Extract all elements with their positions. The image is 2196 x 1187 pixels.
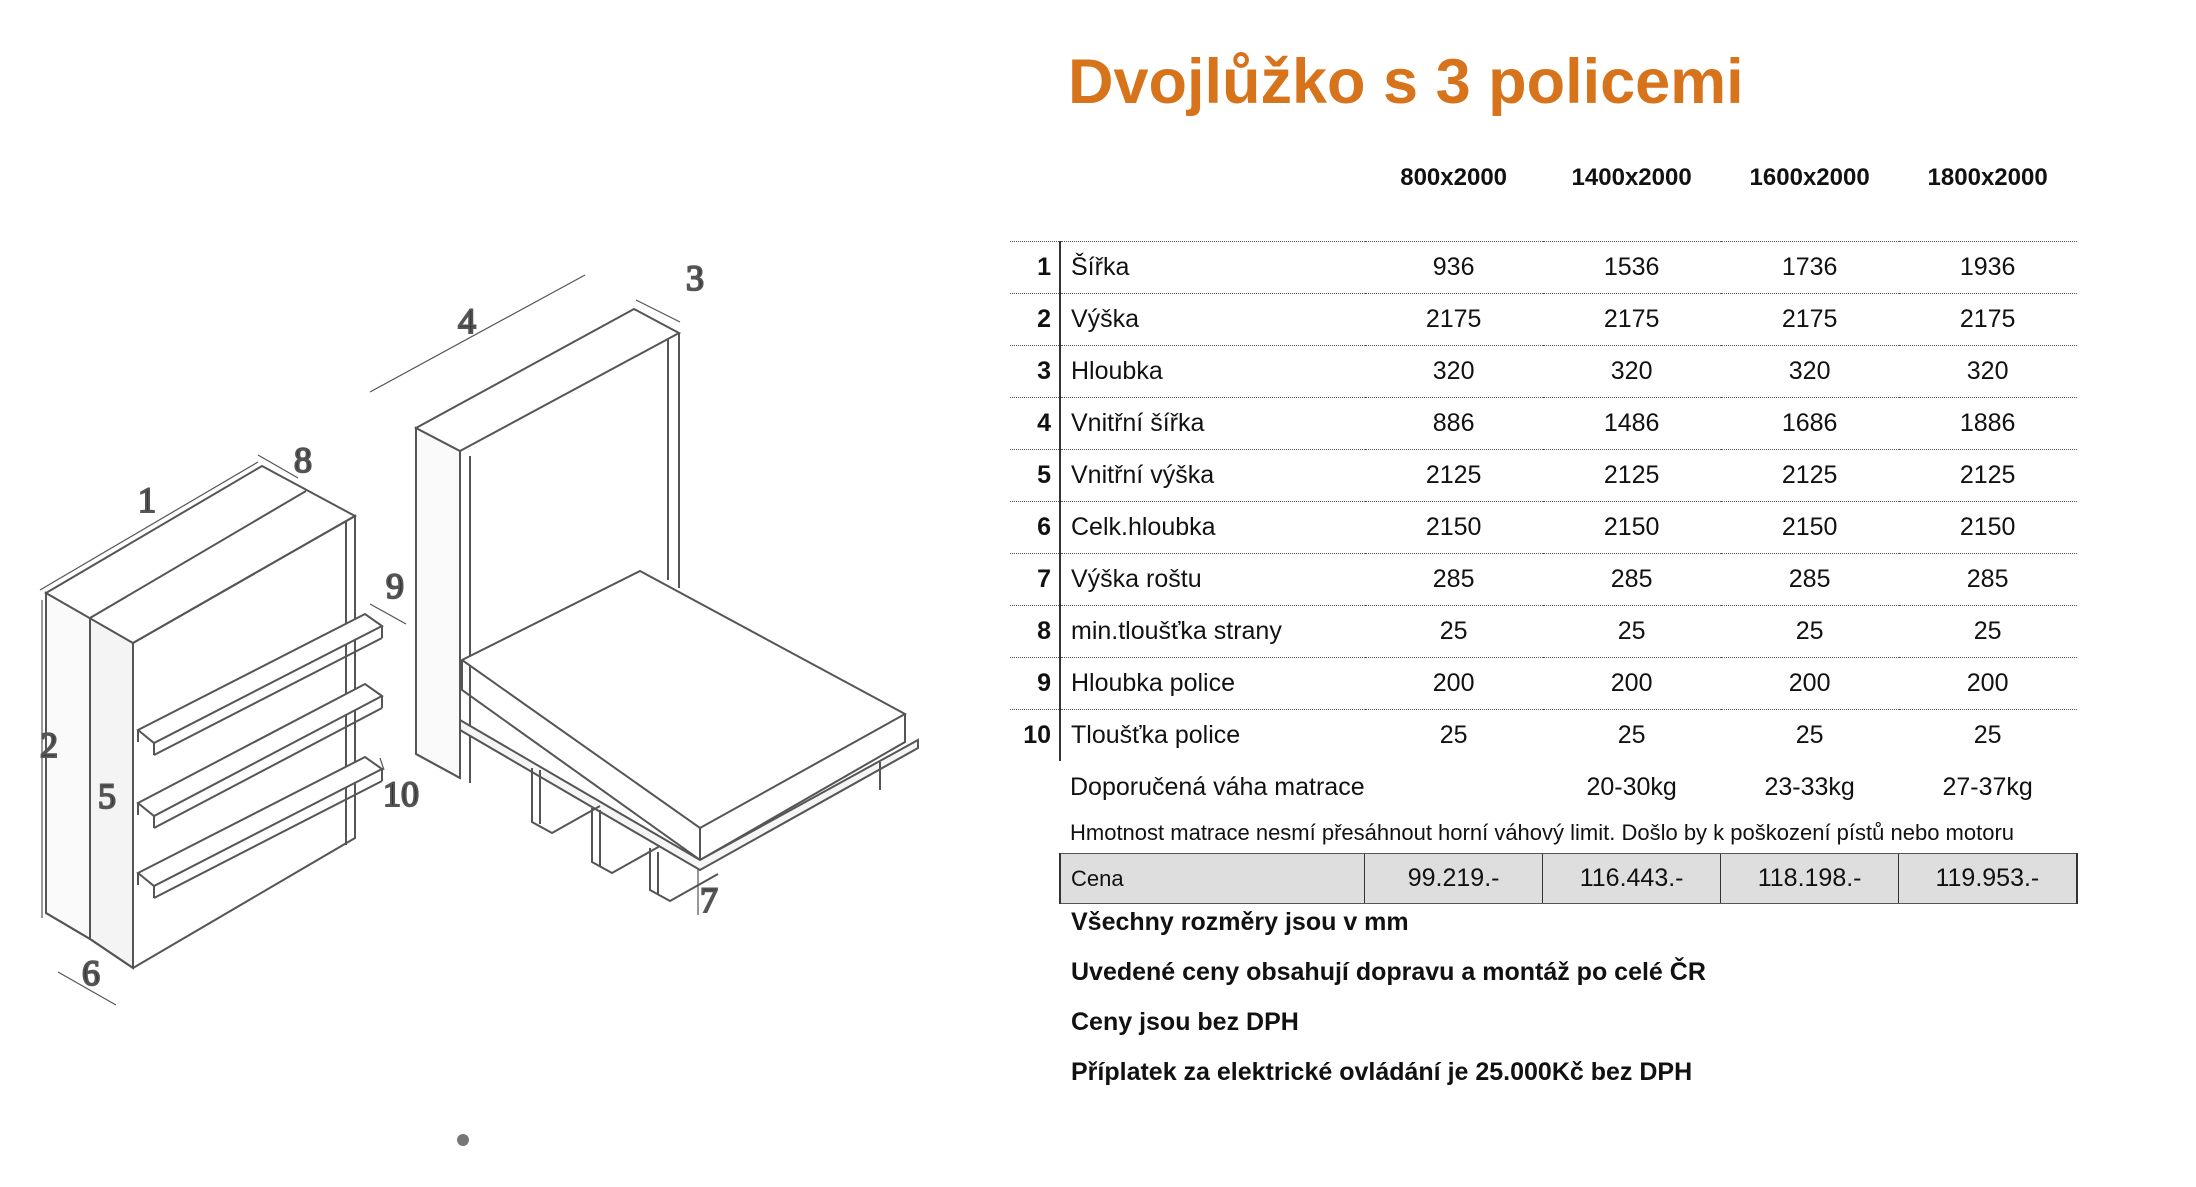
cell-value: 200 bbox=[1365, 658, 1543, 710]
price-value: 116.443.- bbox=[1543, 854, 1721, 904]
cell-value: 936 bbox=[1365, 242, 1543, 294]
drawing-label-5: 5 bbox=[98, 776, 116, 816]
row-number: 7 bbox=[1010, 554, 1060, 606]
cell-value: 2125 bbox=[1543, 450, 1721, 502]
footnote: Uvedené ceny obsahují dopravu a montáž po celé ČR bbox=[1071, 958, 1706, 986]
cell-value: 2150 bbox=[1543, 502, 1721, 554]
price-row bbox=[1010, 854, 2077, 904]
cell-value: 320 bbox=[1543, 346, 1721, 398]
cell-value: 200 bbox=[1543, 658, 1721, 710]
table-row bbox=[1010, 294, 2077, 346]
cell-value: 2125 bbox=[1721, 450, 1899, 502]
table-row bbox=[1010, 658, 2077, 710]
col-header: 1800x2000 bbox=[1927, 164, 2048, 191]
cell-value: 320 bbox=[1721, 346, 1899, 398]
cell-value: 285 bbox=[1365, 554, 1543, 606]
cell-value: 25 bbox=[1899, 606, 2077, 658]
drawing-label-10: 10 bbox=[383, 774, 419, 814]
cell-value: 1536 bbox=[1543, 242, 1721, 294]
table-row bbox=[1010, 554, 2077, 606]
price-value: 119.953.- bbox=[1899, 854, 2077, 904]
row-label: Výška bbox=[1060, 294, 1365, 346]
table-row bbox=[1010, 606, 2077, 658]
cell-value: 27-37kg bbox=[1942, 772, 2033, 801]
cell-value: 1686 bbox=[1721, 398, 1899, 450]
spec-header-row bbox=[1010, 150, 2077, 242]
cell-value: 23-33kg bbox=[1764, 772, 1855, 801]
col-header: 800x2000 bbox=[1400, 164, 1508, 191]
price-value: 99.219.- bbox=[1365, 854, 1543, 904]
cell-value: 320 bbox=[1365, 346, 1543, 398]
row-label: Výška roštu bbox=[1060, 554, 1365, 606]
price-value: 118.198.- bbox=[1721, 854, 1899, 904]
drawing-label-3: 3 bbox=[686, 258, 704, 298]
row-number: 10 bbox=[1010, 710, 1060, 762]
cabinet-closed-drawing bbox=[40, 455, 406, 1005]
footnote: Všechny rozměry jsou v mm bbox=[1071, 908, 1409, 936]
cell-value: 25 bbox=[1543, 606, 1721, 658]
cell-value bbox=[1365, 761, 1543, 813]
cell-value: 320 bbox=[1899, 346, 2077, 398]
table-row bbox=[1010, 242, 2077, 294]
row-number: 6 bbox=[1010, 502, 1060, 554]
cell-value: 200 bbox=[1899, 658, 2077, 710]
cell-value: 200 bbox=[1721, 658, 1899, 710]
row-number: 2 bbox=[1010, 294, 1060, 346]
cell-value: 1936 bbox=[1899, 242, 2077, 294]
row-number: 9 bbox=[1010, 658, 1060, 710]
row-number: 4 bbox=[1010, 398, 1060, 450]
cabinet-open-drawing bbox=[370, 275, 918, 915]
cell-value: 285 bbox=[1721, 554, 1899, 606]
row-number: 3 bbox=[1010, 346, 1060, 398]
row-label: Tloušťka police bbox=[1060, 710, 1365, 762]
footnote: Ceny jsou bez DPH bbox=[1071, 1008, 1299, 1036]
cell-value: 2150 bbox=[1365, 502, 1543, 554]
row-number: 5 bbox=[1010, 450, 1060, 502]
footnote: Příplatek za elektrické ovládání je 25.000Kč bez DPH bbox=[1071, 1058, 1693, 1086]
drawing-label-7: 7 bbox=[700, 880, 718, 920]
table-row bbox=[1010, 502, 2077, 554]
cell-value: 25 bbox=[1721, 606, 1899, 658]
table-row bbox=[1010, 346, 2077, 398]
col-header: 1400x2000 bbox=[1571, 164, 1692, 191]
row-label: Vnitřní šířka bbox=[1060, 398, 1365, 450]
table-row bbox=[1010, 450, 2077, 502]
cell-value: 285 bbox=[1543, 554, 1721, 606]
drawing-label-4: 4 bbox=[458, 301, 476, 341]
cell-value: 1486 bbox=[1543, 398, 1721, 450]
carousel-dot[interactable] bbox=[457, 1134, 469, 1146]
cell-value: 886 bbox=[1365, 398, 1543, 450]
cell-value: 25 bbox=[1721, 710, 1899, 762]
row-label: Šířka bbox=[1060, 242, 1365, 294]
cell-value: 20-30kg bbox=[1586, 772, 1677, 801]
drawing-label-1: 1 bbox=[138, 480, 156, 520]
row-label: min.tloušťka strany bbox=[1060, 606, 1365, 658]
cell-value: 1886 bbox=[1899, 398, 2077, 450]
weight-note: Hmotnost matrace nesmí přesáhnout horní váhový limit. Došlo by k poškození pístů nebo motoru bbox=[1070, 820, 2015, 845]
row-label: Hloubka police bbox=[1060, 658, 1365, 710]
cell-value: 2125 bbox=[1365, 450, 1543, 502]
table-row bbox=[1010, 398, 2077, 450]
drawing-label-9: 9 bbox=[386, 566, 404, 606]
row-label: Celk.hloubka bbox=[1060, 502, 1365, 554]
cell-value: 25 bbox=[1899, 710, 2077, 762]
drawing-label-6: 6 bbox=[82, 953, 100, 993]
row-number: 1 bbox=[1010, 242, 1060, 294]
cell-value: 25 bbox=[1365, 710, 1543, 762]
drawing-label-8: 8 bbox=[294, 440, 312, 480]
cell-value: 2150 bbox=[1721, 502, 1899, 554]
footnotes bbox=[1071, 908, 1706, 1108]
col-header: 1600x2000 bbox=[1749, 164, 1870, 191]
price-label: Cena bbox=[1060, 854, 1365, 904]
cell-value: 2175 bbox=[1365, 294, 1543, 346]
cell-value: 285 bbox=[1899, 554, 2077, 606]
row-label: Doporučená váha matrace bbox=[1070, 772, 1365, 801]
row-label: Vnitřní výška bbox=[1060, 450, 1365, 502]
page-title: Dvojlůžko s 3 policemi bbox=[1068, 47, 1744, 117]
table-row bbox=[1010, 710, 2077, 762]
cell-value: 2150 bbox=[1899, 502, 2077, 554]
drawing-label-2: 2 bbox=[40, 725, 58, 765]
cell-value: 2175 bbox=[1543, 294, 1721, 346]
row-label: Hloubka bbox=[1060, 346, 1365, 398]
weight-note-row bbox=[1010, 813, 2077, 854]
cell-value: 2125 bbox=[1899, 450, 2077, 502]
cell-value: 2175 bbox=[1899, 294, 2077, 346]
mattress-weight-row bbox=[1010, 761, 2077, 813]
cell-value: 2175 bbox=[1721, 294, 1899, 346]
row-number: 8 bbox=[1010, 606, 1060, 658]
bed-technical-drawing bbox=[0, 0, 1000, 1182]
spec-table bbox=[1010, 150, 2078, 904]
cell-value: 1736 bbox=[1721, 242, 1899, 294]
cell-value: 25 bbox=[1543, 710, 1721, 762]
cell-value: 25 bbox=[1365, 606, 1543, 658]
